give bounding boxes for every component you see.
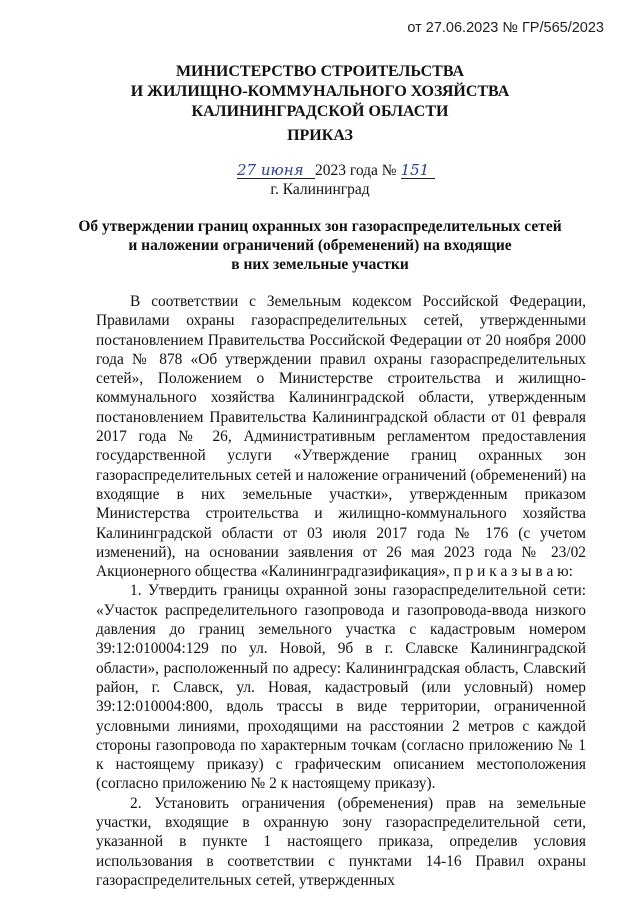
ministry-header — [0, 62, 640, 122]
order-body — [96, 292, 586, 890]
ministry-line-2: И ЖИЛИЩНО-КОММУНАЛЬНОГО ХОЗЯЙСТВА — [130, 83, 510, 100]
order-title: ПРИКАЗ — [287, 127, 353, 144]
subject-line-1: Об утверждении границ охранных зон газораспределительных сетей — [78, 218, 562, 235]
subject-line-3: в них земельные участки — [231, 256, 409, 273]
order-date-line — [237, 162, 435, 180]
registration-number: от 27.06.2023 № ГР/565/2023 — [407, 20, 604, 36]
handwritten-order-number: 151 — [401, 162, 435, 179]
paragraph-preamble: В соответствии с Земельным кодексом Российской Федерации, Правилами охраны газораспределительных сетей, утвержденными постановлением Правительства Российской Федерации от 20 ноября 2000 года № 878 «Об утверждении правил охраны газораспределительных сетей», Положением о Министерстве строительства и жилищно-коммунального хозяйства Калининградской области, утвержденным постановлением Правительства Калининградской области от 01 февраля 2017 года № 26, Административным регламентом предоставления государственной услуги «Утверждение границ охранных зон газораспределительных сетей и наложение ограничений (обременений) на входящие в них земельные участки», утвержденным приказом Министерства строительства и жилищно-коммунального хозяйства Калининградской области от 03 июля 2017 года № 176 (с учетом изменений), на основании заявления от 26 мая 2023 года № 23/02 Акционерного общества «Калининградгазификация», п р и к а з ы в а ю: — [96, 293, 586, 581]
subject-line-2: и наложении ограничений (обременений) на входящие — [128, 237, 512, 254]
order-city: г. Калининград — [270, 181, 370, 198]
ministry-line-3: КАЛИНИНГРАДСКОЙ ОБЛАСТИ — [191, 103, 449, 120]
ministry-line-1: МИНИСТЕРСТВО СТРОИТЕЛЬСТВА — [175, 63, 465, 80]
paragraph-item-2: 2. Установить ограничения (обременения) прав на земельные участки, входящие в охранную зону газораспределительной сети, указанной в пункте 1 настоящего приказа, определив условия использования в соответствии с пунктами 14-16 Правил охраны газораспределительных сетей, утвержденных — [96, 794, 586, 889]
order-subject — [0, 217, 640, 274]
paragraph-item-1: 1. Утвердить границы охранной зоны газораспределительной сети: «Участок распределительного газопровода и газопровода-ввода низкого давления до границ земельного участка с кадастровым номером 39:12:010004:129 по ул. Новой, 9б в г. Славске Калининградской области», расположенный по адресу: Калининградская область, Славский район, г. Славск, ул. Новая, кадастровый (или условный) номер 39:12:010004:800, вдоль трассы в виде территории, ограниченной условными линиями, проходящими на расстоянии 2 метров с каждой стороны газопровода по характерным точкам (согласно приложению № 1 к настоящему приказу) с графическим описанием местоположения (согласно приложению № 2 к настоящему приказу). — [96, 582, 586, 793]
handwritten-date: 27 июня — [237, 162, 315, 179]
order-year-text: 2023 года № — [315, 162, 397, 179]
